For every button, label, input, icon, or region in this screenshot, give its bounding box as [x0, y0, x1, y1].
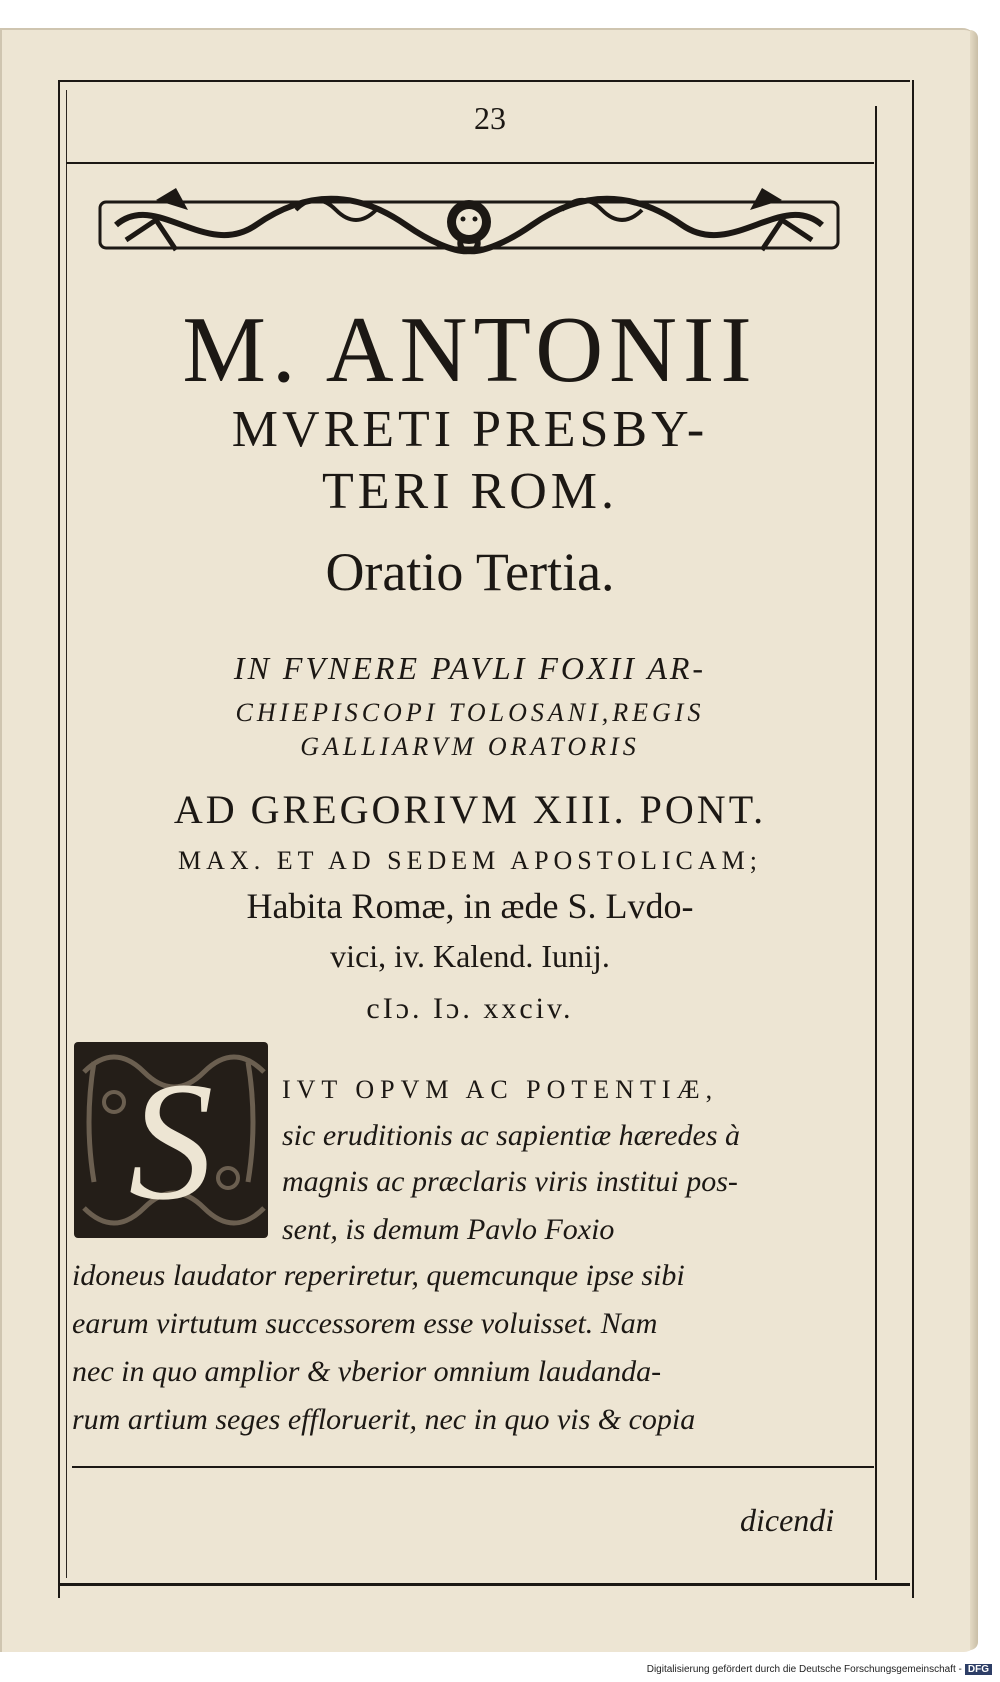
header-rule	[66, 162, 874, 164]
dfg-logo: DFG	[965, 1664, 992, 1675]
ornamental-headpiece	[96, 180, 842, 268]
page-number: 23	[474, 100, 506, 136]
digitization-credit	[647, 1664, 992, 1675]
inner-rule-left	[66, 90, 67, 1578]
body-line-3: magnis ac præclaris viris institui pos-	[282, 1165, 738, 1198]
subtitle-line-3: GALLIARVM ORATORIS	[300, 732, 640, 761]
title-line-4: Oratio Tertia.	[325, 542, 615, 602]
title-line-3: TERI ROM.	[322, 463, 618, 520]
body-line-5: idoneus laudator reperiretur, quemcunque ipse sibi	[72, 1259, 685, 1292]
address-line-5: cIɔ. Iɔ. xxciv.	[366, 992, 574, 1025]
title-line-2: MVRETI PRESBY-	[231, 401, 709, 458]
catchword: dicendi	[740, 1502, 835, 1538]
footer-rule	[72, 1466, 874, 1468]
body-line-8: rum artium seges effloruerit, nec in quo vis & copia	[72, 1403, 696, 1436]
address-line-4: vici, iv. Kalend. Iunij.	[330, 938, 610, 974]
body-line-2: sic eruditionis ac sapientiæ hæredes à	[282, 1119, 741, 1152]
decorated-initial	[74, 1042, 268, 1238]
body-line-7: nec in quo amplior & vberior omnium laudanda-	[72, 1355, 662, 1388]
frame-top-rule	[58, 80, 910, 82]
subtitle-line-2: CHIEPISCOPI TOLOSANI,REGIS	[235, 698, 705, 727]
body-line-6: earum virtutum successorem esse voluisset. Nam	[72, 1307, 658, 1340]
page-edge	[970, 30, 978, 1650]
address-line-2: MAX. ET AD SEDEM APOSTOLICAM;	[178, 846, 762, 875]
title-line-1: M. ANTONII	[182, 298, 758, 402]
subtitle-line-1: IN FVNERE PAVLI FOXII AR-	[233, 650, 707, 686]
inner-rule-right	[875, 106, 877, 1580]
body-line-4: sent, is demum Pavlo Foxio	[282, 1213, 615, 1246]
initial-letter: S	[128, 1047, 214, 1235]
frame-bottom-rule	[58, 1583, 910, 1586]
address-line-1: AD GREGORIVM XIII. PONT.	[173, 787, 767, 832]
credit-text: Digitalisierung gefördert durch die Deutsche Forschungsgemeinschaft -	[646, 1664, 962, 1675]
address-line-3: Habita Romæ, in æde S. Lvdo-	[246, 886, 694, 926]
body-line-1: IVT OPVM AC POTENTIÆ,	[282, 1075, 719, 1104]
